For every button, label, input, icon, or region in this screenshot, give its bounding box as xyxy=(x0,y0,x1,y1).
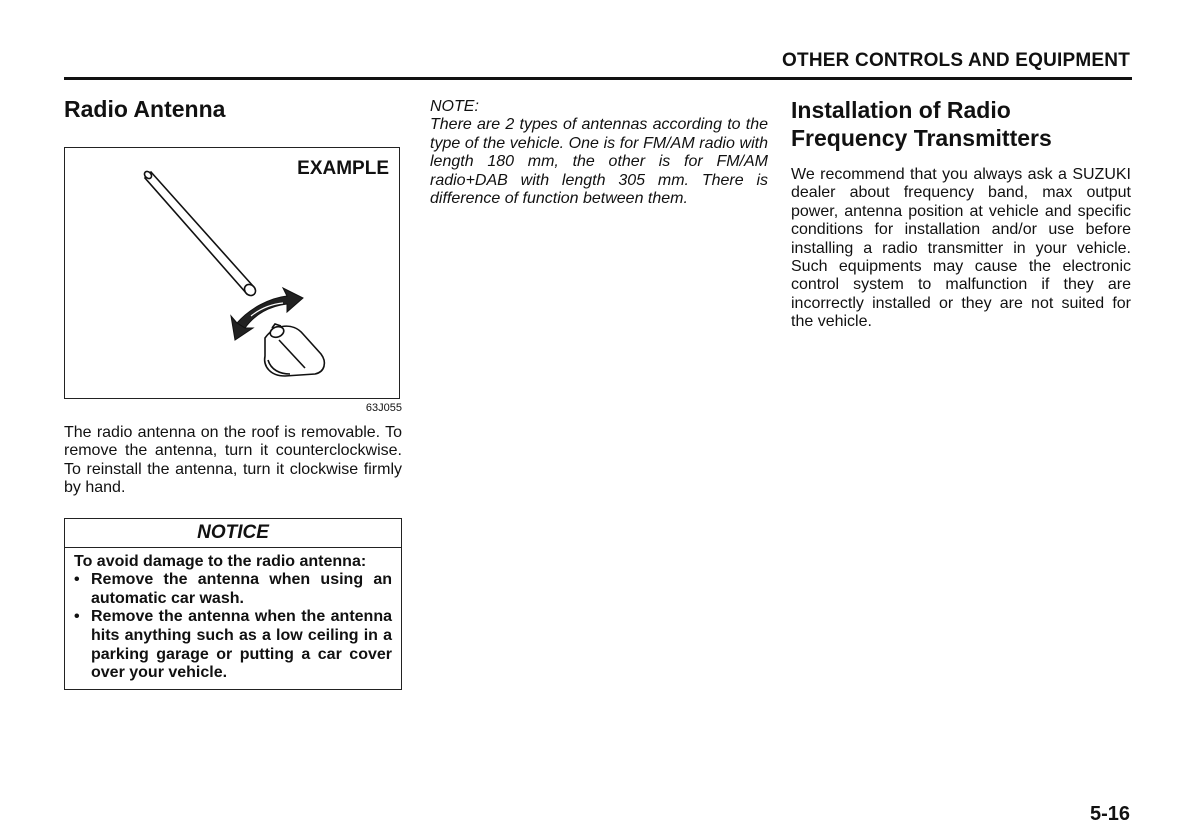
note-title: NOTE: xyxy=(430,98,479,115)
radio-antenna-body: The radio antenna on the roof is removable. To remove the antenna, turn it counterclockwise. To reinstall the antenna, turn it clockwise firmly by hand. xyxy=(64,424,402,497)
figure-code: 63J055 xyxy=(365,402,402,414)
section-heading-radio-antenna: Radio Antenna xyxy=(64,96,226,122)
right-column xyxy=(791,96,1131,332)
notice-box xyxy=(64,518,402,690)
left-column xyxy=(64,95,402,690)
notice-list-item xyxy=(74,571,392,608)
notice-body xyxy=(65,548,401,689)
notice-item-text: Remove the antenna when using an automatic car wash. xyxy=(91,571,392,607)
antenna-illustration xyxy=(65,148,399,398)
transmitters-body: We recommend that you always ask a SUZUKI dealer about frequency band, max output power, antenna position at vehicle and specific conditions for installation and/or use before installing a radio transmitter in your vehicle. Such equipments may cause the electronic control system to malfunction if they are incorrectly installed or they are not suited for the vehicle. xyxy=(791,166,1131,331)
section-heading-transmitters: Installation of Radio Frequency Transmitters xyxy=(791,97,1052,151)
page-number: 5-16 xyxy=(1089,803,1130,825)
notice-item-text: Remove the antenna when the antenna hits anything such as a low ceiling in a parking garage or putting a car cover over your vehicle. xyxy=(91,608,392,682)
antenna-figure xyxy=(64,147,400,399)
antenna-mast-icon xyxy=(145,172,253,294)
notice-intro: To avoid damage to the radio antenna: xyxy=(74,552,367,570)
bullet-icon: • xyxy=(74,608,80,626)
notice-list-item xyxy=(74,608,392,682)
notice-list xyxy=(74,571,392,683)
antenna-base-icon xyxy=(265,324,325,376)
page-header-title: OTHER CONTROLS AND EQUIPMENT xyxy=(782,50,1130,71)
middle-column xyxy=(430,98,768,208)
notice-title: NOTICE xyxy=(65,519,401,548)
header-divider xyxy=(64,77,1132,80)
note-text: There are 2 types of antennas according to the type of the vehicle. One is for FM/AM radio with length 180 mm, the other is for FM/AM radio+DAB with length 305 mm. There is difference of function between them. xyxy=(430,116,768,208)
figure-label: EXAMPLE xyxy=(297,158,389,179)
bullet-icon: • xyxy=(74,571,80,589)
